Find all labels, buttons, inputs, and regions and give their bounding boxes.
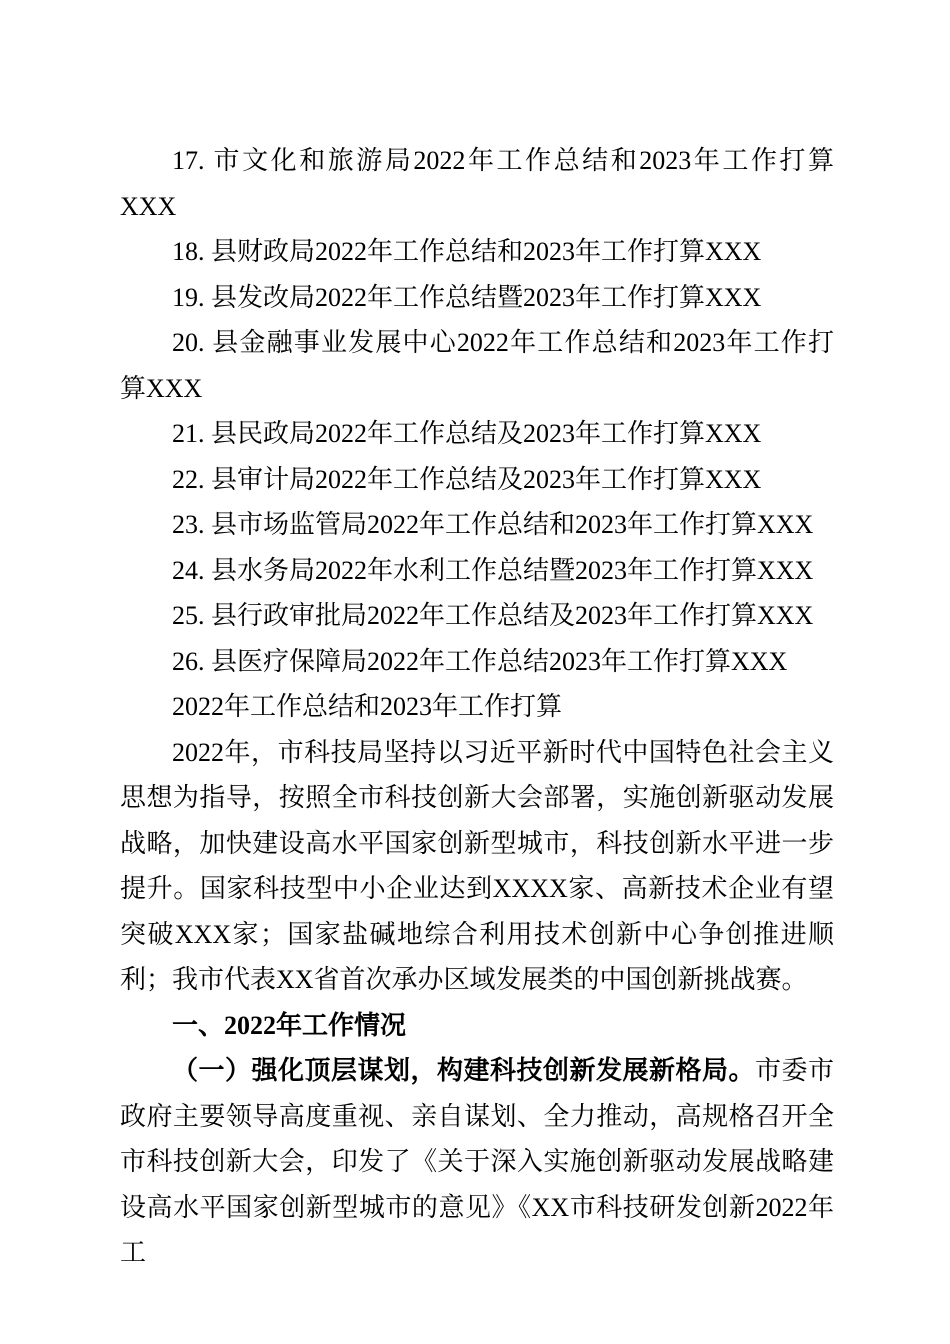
toc-item: 26. 县医疗保障局2022年工作总结2023年工作打算XXX (172, 646, 788, 676)
toc-item: 20. 县金融事业发展中心2022年工作总结和2023年工作打算XXX (120, 328, 834, 403)
toc-item: 23. 县市场监管局2022年工作总结和2023年工作打算XXX (172, 510, 814, 539)
intro-paragraph: 2022年，市科技局坚持以习近平新时代中国特色社会主义思想为指导，按照全市科技创新大会部署，实施创新驱动发展战略，加快建设高水平国家创新型城市，科技创新水平进一步提升。国家科技型中小企业达到XXXX家、高新技术企业有望突破XXX家；国家盐碱地综合利用技术创新中心争创推进顺利；我市代表XX省首次承办区域发展类的中国创新挑战赛。 (120, 737, 834, 994)
toc-item: 25. 县行政审批局2022年工作总结及2023年工作打算XXX (172, 601, 814, 630)
document-title: 2022年工作总结和2023年工作打算 (172, 692, 563, 721)
subsection-lead: （一）强化顶层谋划，构建科技创新发展新格局。 (172, 1056, 755, 1085)
toc-item: 19. 县发改局2022年工作总结暨2023年工作打算XXX (172, 282, 762, 312)
subsection-body-text: 市委市政府主要领导高度重视、亲自谋划、全力推动，高规格召开全市科技创新大会，印发了《关于深入实施创新驱动发展战略建设高水平国家创新型城市的意见》《XX市科技研发创新2022年工 (120, 1056, 834, 1267)
section-heading: 一、2022年工作情况 (172, 1010, 407, 1040)
toc-item: 22. 县审计局2022年工作总结及2023年工作打算XXX (172, 464, 762, 494)
toc-item: 17. 市文化和旅游局2022年工作总结和2023年工作打算XXX (120, 146, 834, 221)
toc-item: 18. 县财政局2022年工作总结和2023年工作打算XXX (172, 237, 762, 266)
table-of-contents (120, 138, 834, 684)
subsection-paragraph (120, 1048, 834, 1276)
toc-item: 21. 县民政局2022年工作总结及2023年工作打算XXX (172, 419, 762, 448)
toc-item: 24. 县水务局2022年水利工作总结暨2023年工作打算XXX (172, 555, 814, 585)
